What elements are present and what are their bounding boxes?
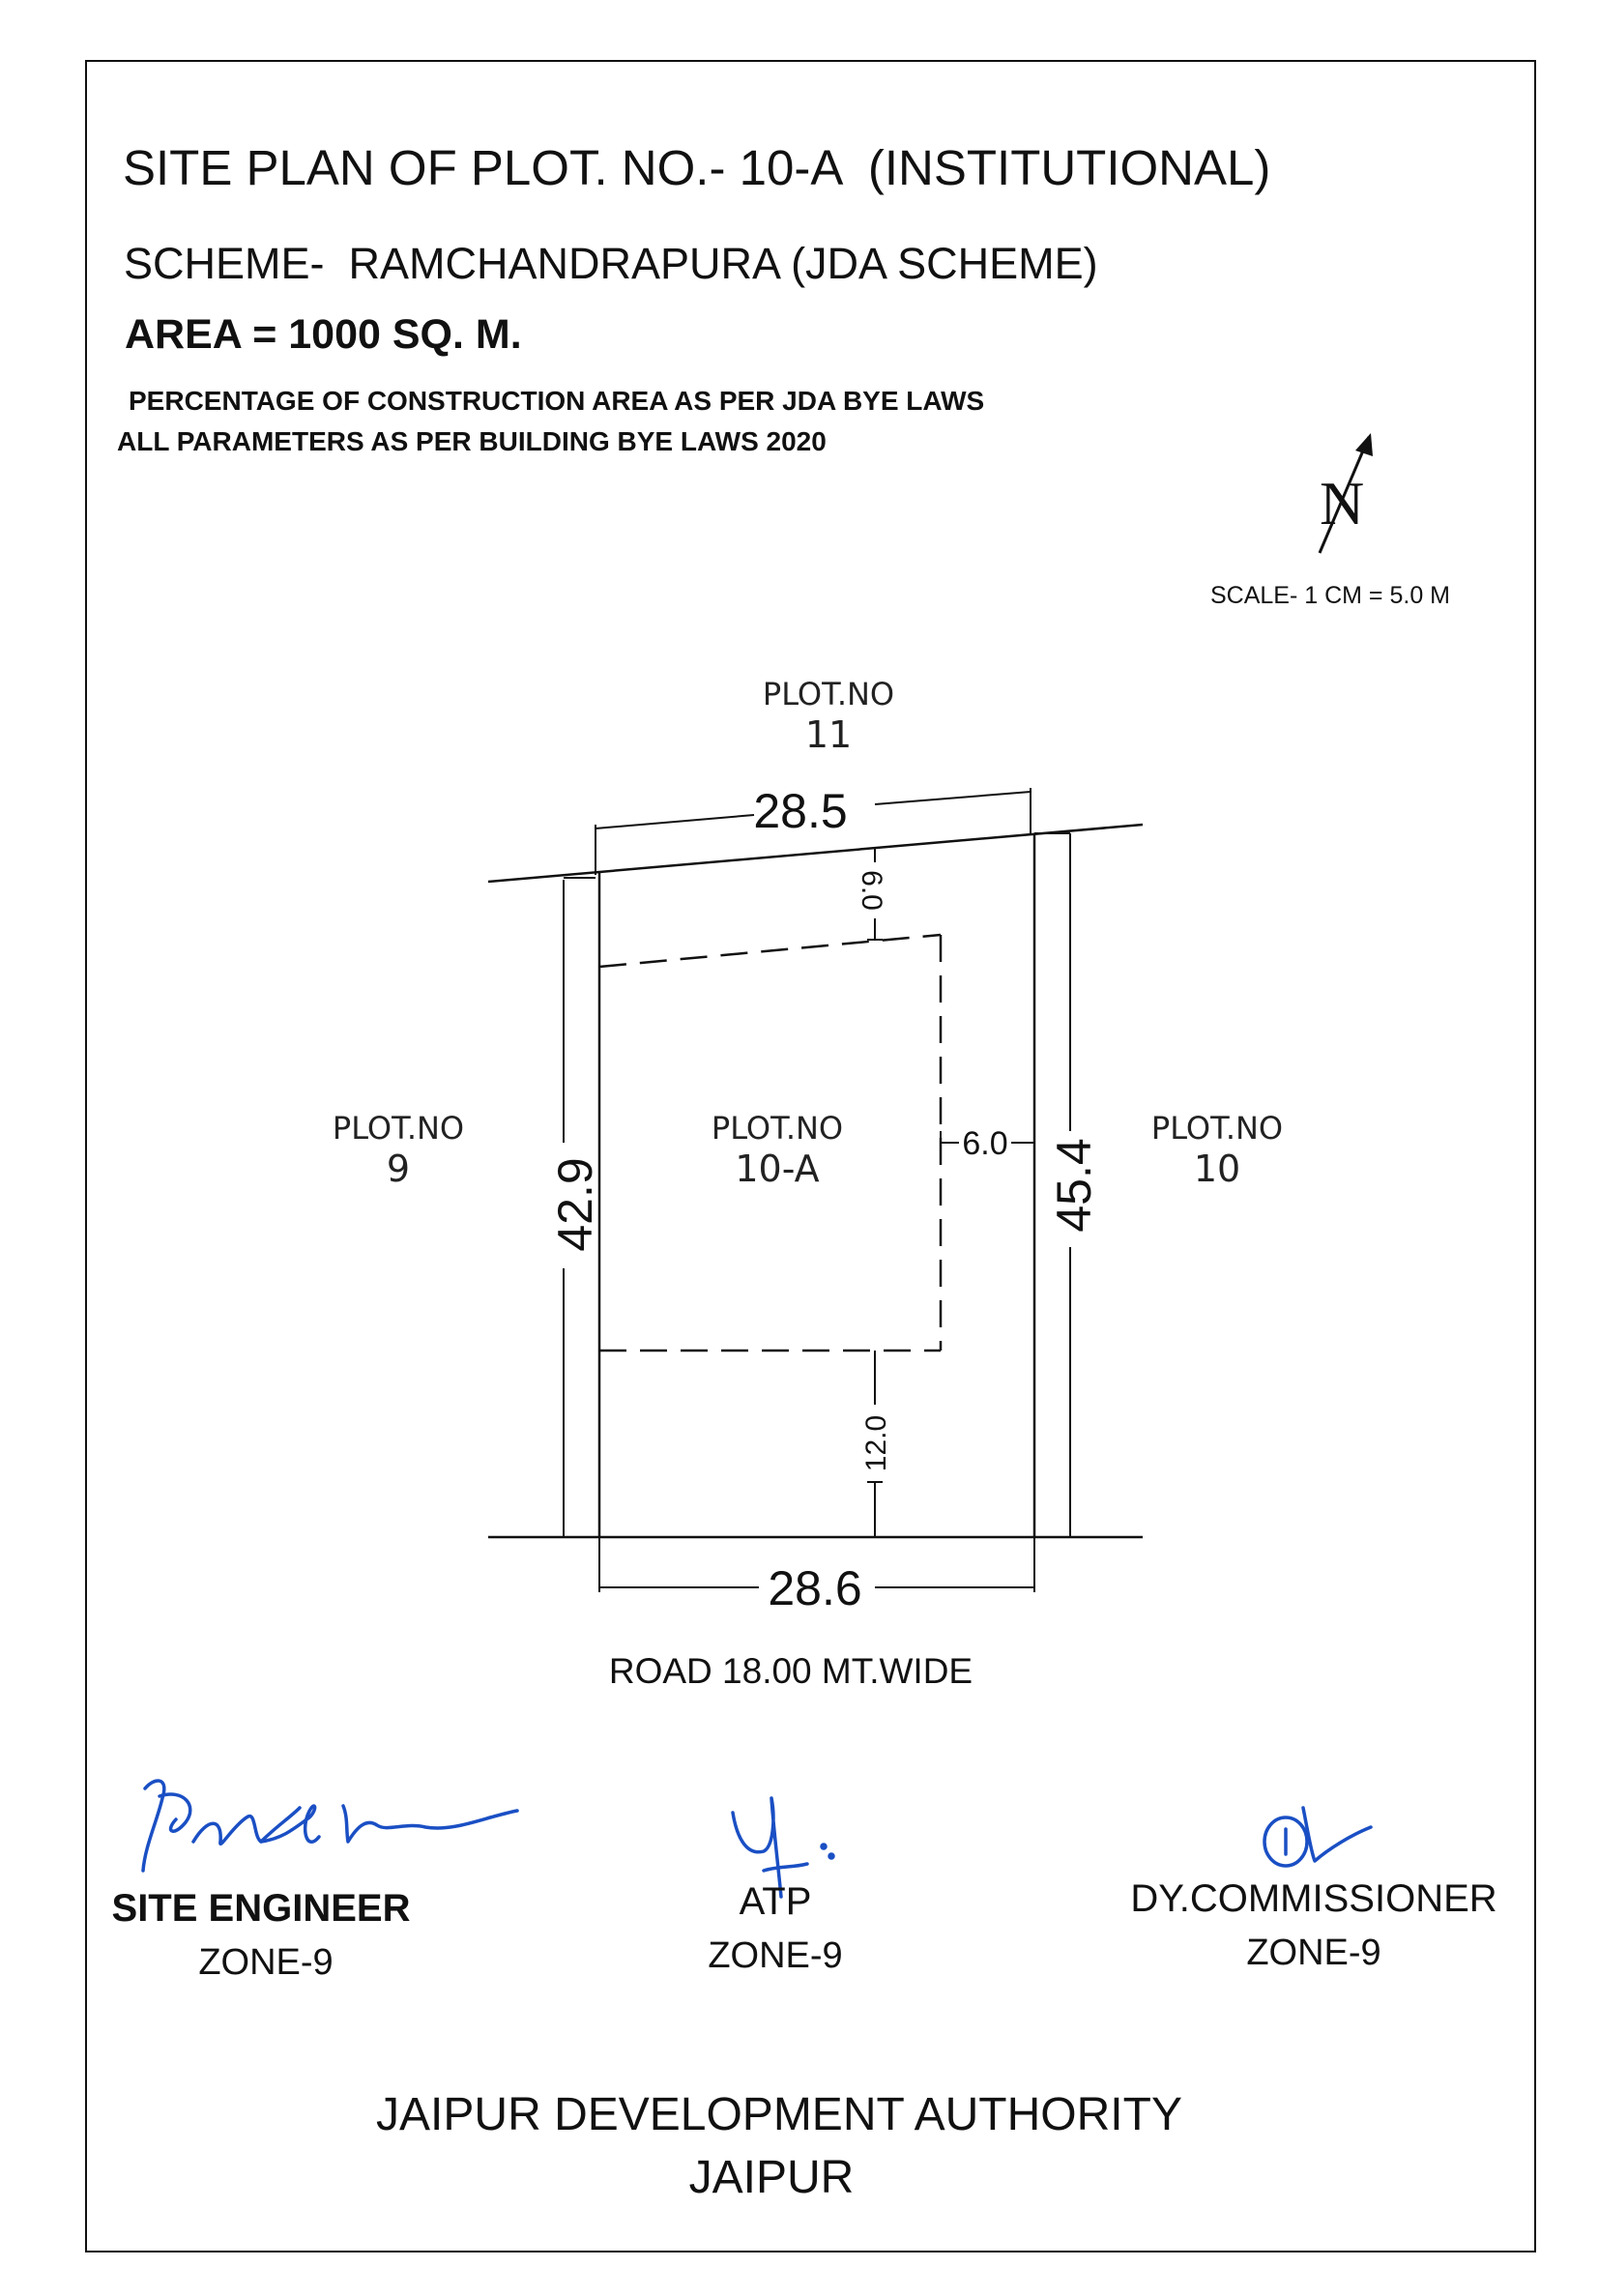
plot-11-number: 11 xyxy=(804,713,853,756)
scale-label: SCALE- 1 CM = 5.0 M xyxy=(1210,582,1450,609)
dy-commissioner-zone: ZONE-9 xyxy=(1246,1933,1381,1973)
road-label: ROAD 18.00 MT.WIDE xyxy=(608,1651,973,1691)
right-depth-value: 45.4 xyxy=(1047,1138,1101,1233)
front-setback-value: 12.0 xyxy=(860,1414,892,1472)
site-engineer-signature xyxy=(143,1781,517,1871)
side-setback-value: 6.0 xyxy=(962,1125,1008,1162)
bottom-width-value: 28.6 xyxy=(768,1561,862,1615)
plan-title: SITE PLAN OF PLOT. NO.- 10-A (INSTITUTIONAL) xyxy=(123,140,1271,195)
authority-name: JAIPUR DEVELOPMENT AUTHORITY xyxy=(376,2089,1182,2140)
plot-10a-number: 10-A xyxy=(735,1148,820,1190)
north-arrow-icon xyxy=(1320,433,1373,553)
atp-title: ATP xyxy=(739,1880,812,1923)
authority-city: JAIPUR xyxy=(688,2152,855,2203)
plot-10-label: PLOT.NO xyxy=(1150,1110,1284,1147)
construction-note: PERCENTAGE OF CONSTRUCTION AREA AS PER JDA BYE LAWS xyxy=(129,386,985,416)
top-width-value: 28.5 xyxy=(753,784,848,838)
dy-commissioner-signature xyxy=(1264,1808,1371,1866)
scheme-name: SCHEME- RAMCHANDRAPURA (JDA SCHEME) xyxy=(124,239,1098,288)
site-engineer-title: SITE ENGINEER xyxy=(111,1887,411,1930)
plot-10a-label: PLOT.NO xyxy=(711,1110,844,1147)
site-engineer-zone: ZONE-9 xyxy=(198,1942,334,1983)
plot-11-label: PLOT.NO xyxy=(762,676,895,712)
plot-9-label: PLOT.NO xyxy=(332,1110,465,1147)
north-label: N xyxy=(1320,469,1365,538)
plot-area: AREA = 1000 SQ. M. xyxy=(125,311,522,358)
plot-10-number: 10 xyxy=(1193,1148,1241,1190)
bye-laws-note: ALL PARAMETERS AS PER BUILDING BYE LAWS 2020 xyxy=(117,426,827,456)
plot-9-number: 9 xyxy=(386,1148,411,1190)
rear-setback-value: 6.0 xyxy=(856,870,887,911)
left-depth-value: 42.9 xyxy=(548,1157,602,1252)
atp-zone: ZONE-9 xyxy=(708,1935,843,1976)
dy-commissioner-title: DY.COMMISSIONER xyxy=(1130,1877,1497,1920)
